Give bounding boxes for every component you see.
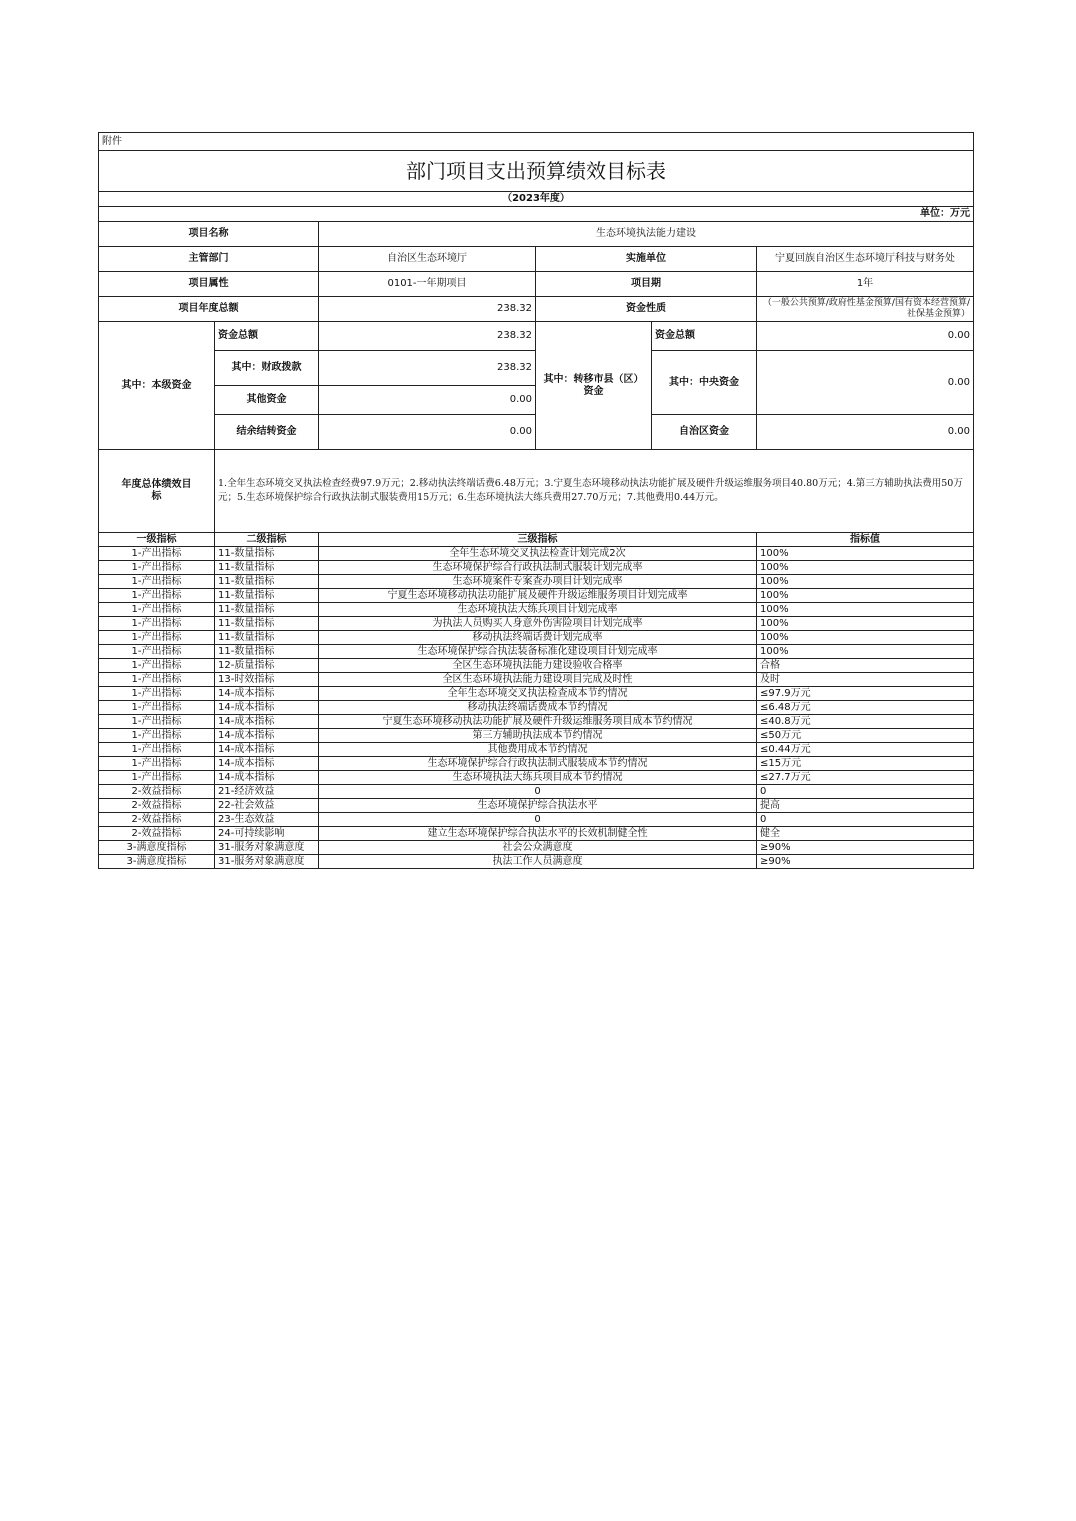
level2-cell: 23-生态效益 [215,813,319,827]
level2-cell: 11-数量指标 [215,631,319,645]
level1-cell: 2-效益指标 [99,799,215,813]
table-row [99,771,974,785]
table-row [99,701,974,715]
other-funds-label: 其他资金 [215,386,319,415]
table-row [99,645,974,659]
level3-cell: 生态环境执法大练兵项目成本节约情况 [319,771,757,785]
value-cell: ≥90% [757,855,974,869]
table-row [99,687,974,701]
level1-cell: 1-产出指标 [99,603,215,617]
table-row [99,603,974,617]
level3-cell: 其他费用成本节约情况 [319,743,757,757]
value-cell: ≤15万元 [757,757,974,771]
level3-cell: 宁夏生态环境移动执法功能扩展及硬件升级运维服务项目计划完成率 [319,589,757,603]
level2-cell: 14-成本指标 [215,743,319,757]
level1-cell: 1-产出指标 [99,729,215,743]
value-cell: ≥90% [757,841,974,855]
other-funds-value: 0.00 [319,386,536,415]
level3-cell: 第三方辅助执法成本节约情况 [319,729,757,743]
table-row [99,715,974,729]
carry-funds-label: 结余结转资金 [215,415,319,450]
table-row [99,547,974,561]
level2-cell: 14-成本指标 [215,715,319,729]
value-cell: 100% [757,603,974,617]
level2-cell: 11-数量指标 [215,603,319,617]
level1-cell: 1-产出指标 [99,547,215,561]
indicator-table [98,532,974,869]
level1-cell: 1-产出指标 [99,687,215,701]
value-cell: ≤50万元 [757,729,974,743]
level3-cell: 全区生态环境执法能力建设项目完成及时性 [319,673,757,687]
level2-cell: 24-可持续影响 [215,827,319,841]
central-label: 其中：中央资金 [652,351,757,415]
table-row [99,813,974,827]
level1-cell: 1-产出指标 [99,617,215,631]
level3-cell: 生态环境保护综合执法水平 [319,799,757,813]
level1-cell: 1-产出指标 [99,743,215,757]
level1-cell: 1-产出指标 [99,673,215,687]
level1-cell: 1-产出指标 [99,701,215,715]
table-row [99,757,974,771]
table-row [99,659,974,673]
goal-text: 1.全年生态环境交叉执法检查经费97.9万元；2.移动执法终端话费6.48万元；3.宁夏生态环境移动执法功能扩展及硬件升级运维服务项目40.80万元；4.第三方辅助执法费用50万元；5.生态环境保护综合行政执法制式服装费用15万元；6.生态环境执法大练兵费用27.70万元；7.其他费用0.44万元。 [215,450,974,533]
value-cell: 100% [757,631,974,645]
nature-value: （一般公共预算/政府性基金预算/国有资本经营预算/社保基金预算） [757,297,974,322]
table-row [99,855,974,869]
table-row [99,631,974,645]
region-funds-label: 自治区资金 [652,415,757,450]
level3-cell: 移动执法终端话费成本节约情况 [319,701,757,715]
level3-cell: 全区生态环境执法能力建设验收合格率 [319,659,757,673]
col-header-level2: 二级指标 [215,533,319,547]
level3-cell: 宁夏生态环境移动执法功能扩展及硬件升级运维服务项目成本节约情况 [319,715,757,729]
impl-label: 实施单位 [536,247,757,272]
total-label: 项目年度总额 [99,297,319,322]
level2-cell: 14-成本指标 [215,757,319,771]
level2-cell: 14-成本指标 [215,687,319,701]
transfer-funds-label: 其中：转移市县（区）资金 [536,322,652,450]
carry-funds-value: 0.00 [319,415,536,450]
project-name-value: 生态环境执法能力建设 [319,222,974,247]
table-row [99,799,974,813]
table-row [99,827,974,841]
level3-cell: 为执法人员购买人身意外伤害险项目计划完成率 [319,617,757,631]
level3-cell: 0 [319,813,757,827]
level2-cell: 12-质量指标 [215,659,319,673]
value-cell: 100% [757,561,974,575]
level1-cell: 3-满意度指标 [99,855,215,869]
fund-total-label: 资金总额 [215,322,319,351]
table-row [99,841,974,855]
table-row [99,743,974,757]
dept-label: 主管部门 [99,247,319,272]
level3-cell: 生态环境案件专案查办项目计划完成率 [319,575,757,589]
level1-cell: 3-满意度指标 [99,841,215,855]
level1-cell: 2-效益指标 [99,785,215,799]
transfer-total-value: 0.00 [757,322,974,351]
value-cell: ≤6.48万元 [757,701,974,715]
level2-cell: 11-数量指标 [215,589,319,603]
level3-cell: 生态环境保护综合行政执法制式服装成本节约情况 [319,757,757,771]
level2-cell: 13-时效指标 [215,673,319,687]
level3-cell: 移动执法终端话费计划完成率 [319,631,757,645]
table-row [99,785,974,799]
level3-cell: 全年生态环境交叉执法检查计划完成2次 [319,547,757,561]
level2-cell: 31-服务对象满意度 [215,841,319,855]
value-cell: ≤27.7万元 [757,771,974,785]
period-value: 1年 [757,272,974,297]
table-row [99,589,974,603]
total-value: 238.32 [319,297,536,322]
region-funds-value: 0.00 [757,415,974,450]
table-row [99,575,974,589]
impl-value: 宁夏回族自治区生态环境厅科技与财务处 [757,247,974,272]
col-header-level1: 一级指标 [99,533,215,547]
level2-cell: 14-成本指标 [215,701,319,715]
level3-cell: 执法工作人员满意度 [319,855,757,869]
level2-cell: 11-数量指标 [215,547,319,561]
fund-total-value: 238.32 [319,322,536,351]
project-name-label: 项目名称 [99,222,319,247]
level1-cell: 1-产出指标 [99,589,215,603]
table-row [99,561,974,575]
level2-cell: 11-数量指标 [215,645,319,659]
value-cell: 0 [757,785,974,799]
level1-cell: 1-产出指标 [99,715,215,729]
value-cell: 0 [757,813,974,827]
table-row [99,729,974,743]
indicator-rows [99,547,974,869]
level1-cell: 1-产出指标 [99,575,215,589]
level2-cell: 14-成本指标 [215,771,319,785]
attachment-label: 附件 [99,133,974,151]
transfer-total-label: 资金总额 [652,322,757,351]
budget-sheet [98,132,973,869]
level3-cell: 生态环境保护综合行政执法制式服装计划完成率 [319,561,757,575]
header-table [98,132,974,533]
level2-cell: 11-数量指标 [215,617,319,631]
value-cell: 100% [757,547,974,561]
year-label: （2023年度） [99,192,974,207]
value-cell: ≤0.44万元 [757,743,974,757]
level3-cell: 建立生态环境保护综合执法水平的长效机制健全性 [319,827,757,841]
value-cell: ≤97.9万元 [757,687,974,701]
page-title: 部门项目支出预算绩效目标表 [99,151,974,192]
level2-cell: 11-数量指标 [215,561,319,575]
level1-cell: 2-效益指标 [99,813,215,827]
goal-label: 年度总体绩效目标 [99,450,215,533]
level2-cell: 21-经济效益 [215,785,319,799]
level1-cell: 1-产出指标 [99,645,215,659]
level2-cell: 31-服务对象满意度 [215,855,319,869]
level2-cell: 11-数量指标 [215,575,319,589]
value-cell: 100% [757,645,974,659]
fiscal-value: 238.32 [319,351,536,386]
fiscal-label: 其中：财政拨款 [215,351,319,386]
value-cell: 及时 [757,673,974,687]
dept-value: 自治区生态环境厅 [319,247,536,272]
level3-cell: 社会公众满意度 [319,841,757,855]
value-cell: ≤40.8万元 [757,715,974,729]
value-cell: 提高 [757,799,974,813]
level2-cell: 14-成本指标 [215,729,319,743]
col-header-value: 指标值 [757,533,974,547]
value-cell: 100% [757,589,974,603]
col-header-level3: 三级指标 [319,533,757,547]
nature-label: 资金性质 [536,297,757,322]
table-row [99,673,974,687]
value-cell: 合格 [757,659,974,673]
central-value: 0.00 [757,351,974,415]
attr-label: 项目属性 [99,272,319,297]
level1-cell: 1-产出指标 [99,757,215,771]
value-cell: 健全 [757,827,974,841]
local-funds-label: 其中：本级资金 [99,322,215,450]
table-row [99,617,974,631]
level1-cell: 1-产出指标 [99,659,215,673]
value-cell: 100% [757,617,974,631]
unit-label: 单位：万元 [99,207,974,222]
attr-value: 0101-一年期项目 [319,272,536,297]
level3-cell: 生态环境执法大练兵项目计划完成率 [319,603,757,617]
level1-cell: 1-产出指标 [99,771,215,785]
level3-cell: 全年生态环境交叉执法检查成本节约情况 [319,687,757,701]
level1-cell: 1-产出指标 [99,631,215,645]
level1-cell: 1-产出指标 [99,561,215,575]
value-cell: 100% [757,575,974,589]
level3-cell: 生态环境保护综合执法装备标准化建设项目计划完成率 [319,645,757,659]
level2-cell: 22-社会效益 [215,799,319,813]
level3-cell: 0 [319,785,757,799]
level1-cell: 2-效益指标 [99,827,215,841]
period-label: 项目期 [536,272,757,297]
